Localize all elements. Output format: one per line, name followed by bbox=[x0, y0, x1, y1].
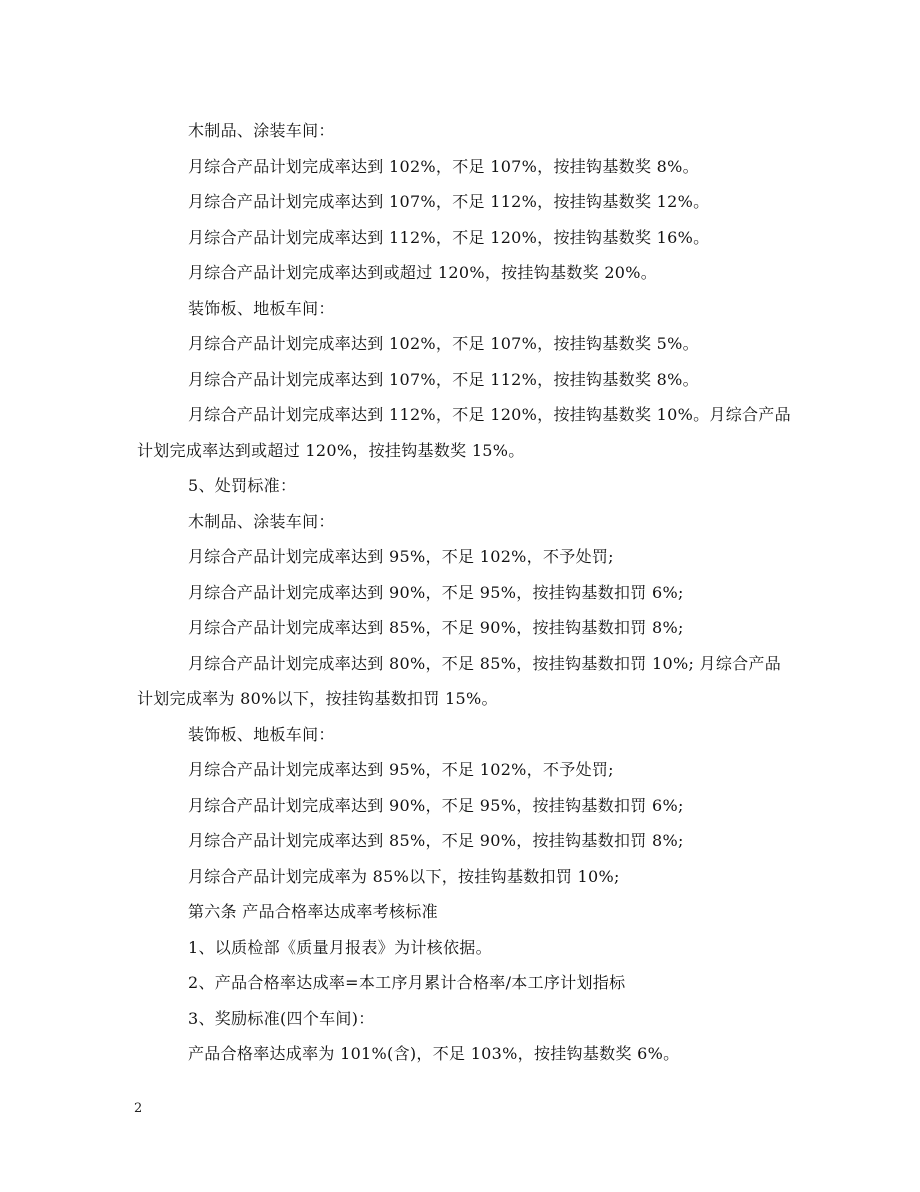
paragraph-penalty-panel-85: 月综合产品计划完成率达到 85%，不足 90%，按挂钩基数扣罚 8%; bbox=[188, 831, 684, 850]
document-body bbox=[137, 113, 797, 1072]
paragraph-workshop-wood-coating-penalty: 木制品、涂装车间： bbox=[188, 511, 335, 531]
paragraph-reward-panel-112-120: 月综合产品计划完成率达到 112%，不足 120%，按挂钩基数奖 10%。月综合产品计划完成率达到或超过 120%，按挂钩基数奖 15%。 bbox=[137, 405, 791, 460]
paragraph-quality-reward-heading: 3、奖励标准(四个车间)： bbox=[188, 1008, 375, 1028]
paragraph-quality-formula: 2、产品合格率达成率=本工序月累计合格率/本工序计划指标 bbox=[188, 973, 626, 992]
paragraph-article-six-heading: 第六条 产品合格率达成率考核标准 bbox=[188, 902, 438, 921]
paragraph-penalty-heading: 5、处罚标准： bbox=[188, 476, 297, 495]
paragraph-workshop-panel-floor-reward: 装饰板、地板车间： bbox=[188, 298, 335, 318]
paragraph-penalty-wood-85: 月综合产品计划完成率达到 85%，不足 90%，按挂钩基数扣罚 8%; bbox=[188, 618, 684, 637]
paragraph-workshop-panel-floor-penalty: 装饰板、地板车间： bbox=[188, 724, 335, 744]
paragraph-penalty-panel-below-85: 月综合产品计划完成率为 85%以下，按挂钩基数扣罚 10%; bbox=[188, 866, 620, 886]
paragraph-reward-wood-107: 月综合产品计划完成率达到 107%，不足 112%，按挂钩基数奖 12%。 bbox=[188, 192, 710, 211]
paragraph-penalty-panel-95: 月综合产品计划完成率达到 95%，不足 102%，不予处罚; bbox=[188, 760, 614, 779]
paragraph-reward-wood-120: 月综合产品计划完成率达到或超过 120%，按挂钩基数奖 20%。 bbox=[188, 263, 658, 282]
paragraph-workshop-wood-coating-reward: 木制品、涂装车间： bbox=[188, 121, 335, 140]
paragraph-penalty-wood-90: 月综合产品计划完成率达到 90%，不足 95%，按挂钩基数扣罚 6%; bbox=[188, 582, 684, 602]
paragraph-quality-reward-101: 产品合格率达成率为 101%(含)，不足 103%，按挂钩基数奖 6%。 bbox=[188, 1044, 680, 1063]
paragraph-reward-panel-102: 月综合产品计划完成率达到 102%，不足 107%，按挂钩基数奖 5%。 bbox=[188, 334, 699, 353]
page-number: 2 bbox=[134, 1101, 143, 1116]
paragraph-reward-panel-107: 月综合产品计划完成率达到 107%，不足 112%，按挂钩基数奖 8%。 bbox=[188, 369, 699, 389]
paragraph-penalty-wood-80: 月综合产品计划完成率达到 80%，不足 85%，按挂钩基数扣罚 10%; 月综合产品计划完成率为 80%以下，按挂钩基数扣罚 15%。 bbox=[137, 653, 782, 708]
paragraph-reward-wood-102: 月综合产品计划完成率达到 102%，不足 107%，按挂钩基数奖 8%。 bbox=[188, 156, 699, 176]
paragraph-reward-wood-112: 月综合产品计划完成率达到 112%，不足 120%，按挂钩基数奖 16%。 bbox=[188, 227, 710, 247]
paragraph-penalty-panel-90: 月综合产品计划完成率达到 90%，不足 95%，按挂钩基数扣罚 6%; bbox=[188, 795, 684, 815]
paragraph-penalty-wood-95: 月综合产品计划完成率达到 95%，不足 102%，不予处罚; bbox=[188, 547, 614, 566]
paragraph-quality-basis: 1、以质检部《质量月报表》为计核依据。 bbox=[188, 937, 492, 957]
